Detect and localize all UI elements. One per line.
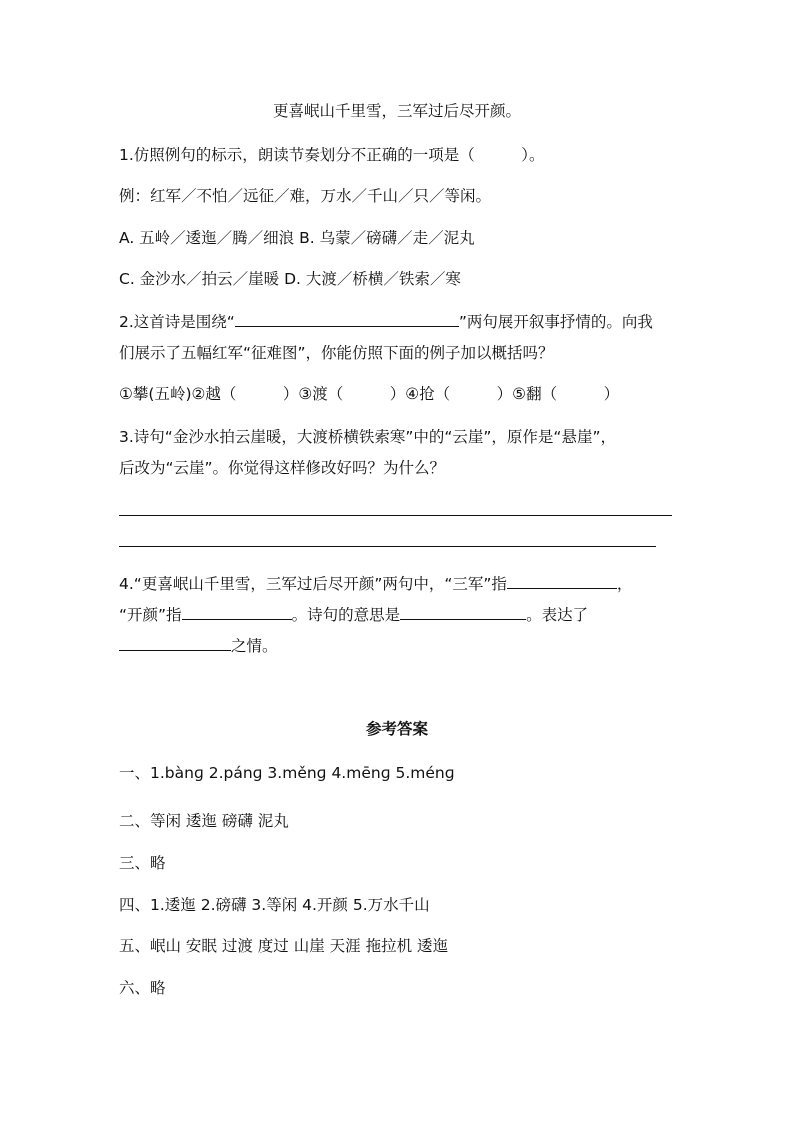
q3-answer-line-2[interactable] [119, 546, 656, 547]
answer-4: 四、1.逶迤 2.磅礴 3.等闲 4.开颜 5.万水千山 [119, 896, 430, 914]
q1-stem: 1.仿照例句的标示，朗读节奏划分不正确的一项是（ ）。 [119, 146, 545, 164]
q3-answer-line-1[interactable] [119, 515, 672, 516]
q2-line3: ①攀(五岭)②越（ ）③渡（ ）④抢（ ）⑤翻（ ） [119, 385, 620, 403]
q4-blank-sanjun[interactable] [507, 572, 617, 589]
answer-6: 六、略 [119, 979, 166, 997]
q4-part-b3: 。表达了 [526, 606, 589, 624]
q4-blank-meaning[interactable] [400, 603, 526, 620]
q2-part2: ”两句展开叙事抒情的。向我 [458, 313, 653, 331]
answer-3: 三、略 [119, 854, 166, 872]
q4-blank-feeling[interactable] [119, 634, 231, 651]
q3-line1: 3.诗句“金沙水拍云崖暖，大渡桥横铁索寒”中的“云崖”，原作是“悬崖”， [119, 428, 616, 446]
answer-1: 一、1.bànɡ 2.pánɡ 3.měnɡ 4.mēnɡ 5.ménɡ [119, 764, 455, 782]
answer-2: 二、等闲 逶迤 磅礴 泥丸 [119, 812, 289, 830]
q4-part-a-end: ， [616, 575, 633, 593]
q4-part-a: 4.“更喜岷山千里雪，三军过后尽开颜”两句中，“三军”指 [119, 575, 507, 593]
q4-part-c-end: 之情。 [231, 637, 278, 655]
q4-line2 [119, 603, 588, 626]
q2-part1: 2.这首诗是围绕“ [119, 313, 235, 331]
q4-line3 [119, 634, 278, 657]
q4-part-b1: “开颜”指 [119, 606, 182, 624]
q4-part-b2: 。诗句的意思是 [291, 606, 401, 624]
poem-line: 更喜岷山千里雪，三军过后尽开颜。 [272, 102, 521, 120]
q1-options-ab: A. 五岭／逶迤／腾／细浪 B. 乌蒙／磅礴／走／泥丸 [119, 229, 475, 247]
answers-title: 参考答案 [365, 720, 428, 738]
q3-line2: 后改为“云崖”。你觉得这样修改好吗？为什么？ [119, 459, 446, 477]
q4-blank-kaiyan[interactable] [182, 603, 292, 620]
q2-blank[interactable] [235, 310, 459, 327]
q2-line1 [119, 310, 653, 333]
q4-line1 [119, 572, 632, 595]
q1-options-cd: C. 金沙水／拍云／崖暖 D. 大渡／桥横／铁索／寒 [119, 270, 461, 288]
q1-example: 例：红军／不怕／远征／难，万水／千山／只／等闲。 [119, 187, 492, 205]
answer-5: 五、岷山 安眠 过渡 度过 山崖 天涯 拖拉机 逶迤 [119, 937, 448, 955]
q2-line2: 们展示了五幅红军“征难图”，你能仿照下面的例子加以概括吗？ [119, 344, 554, 362]
